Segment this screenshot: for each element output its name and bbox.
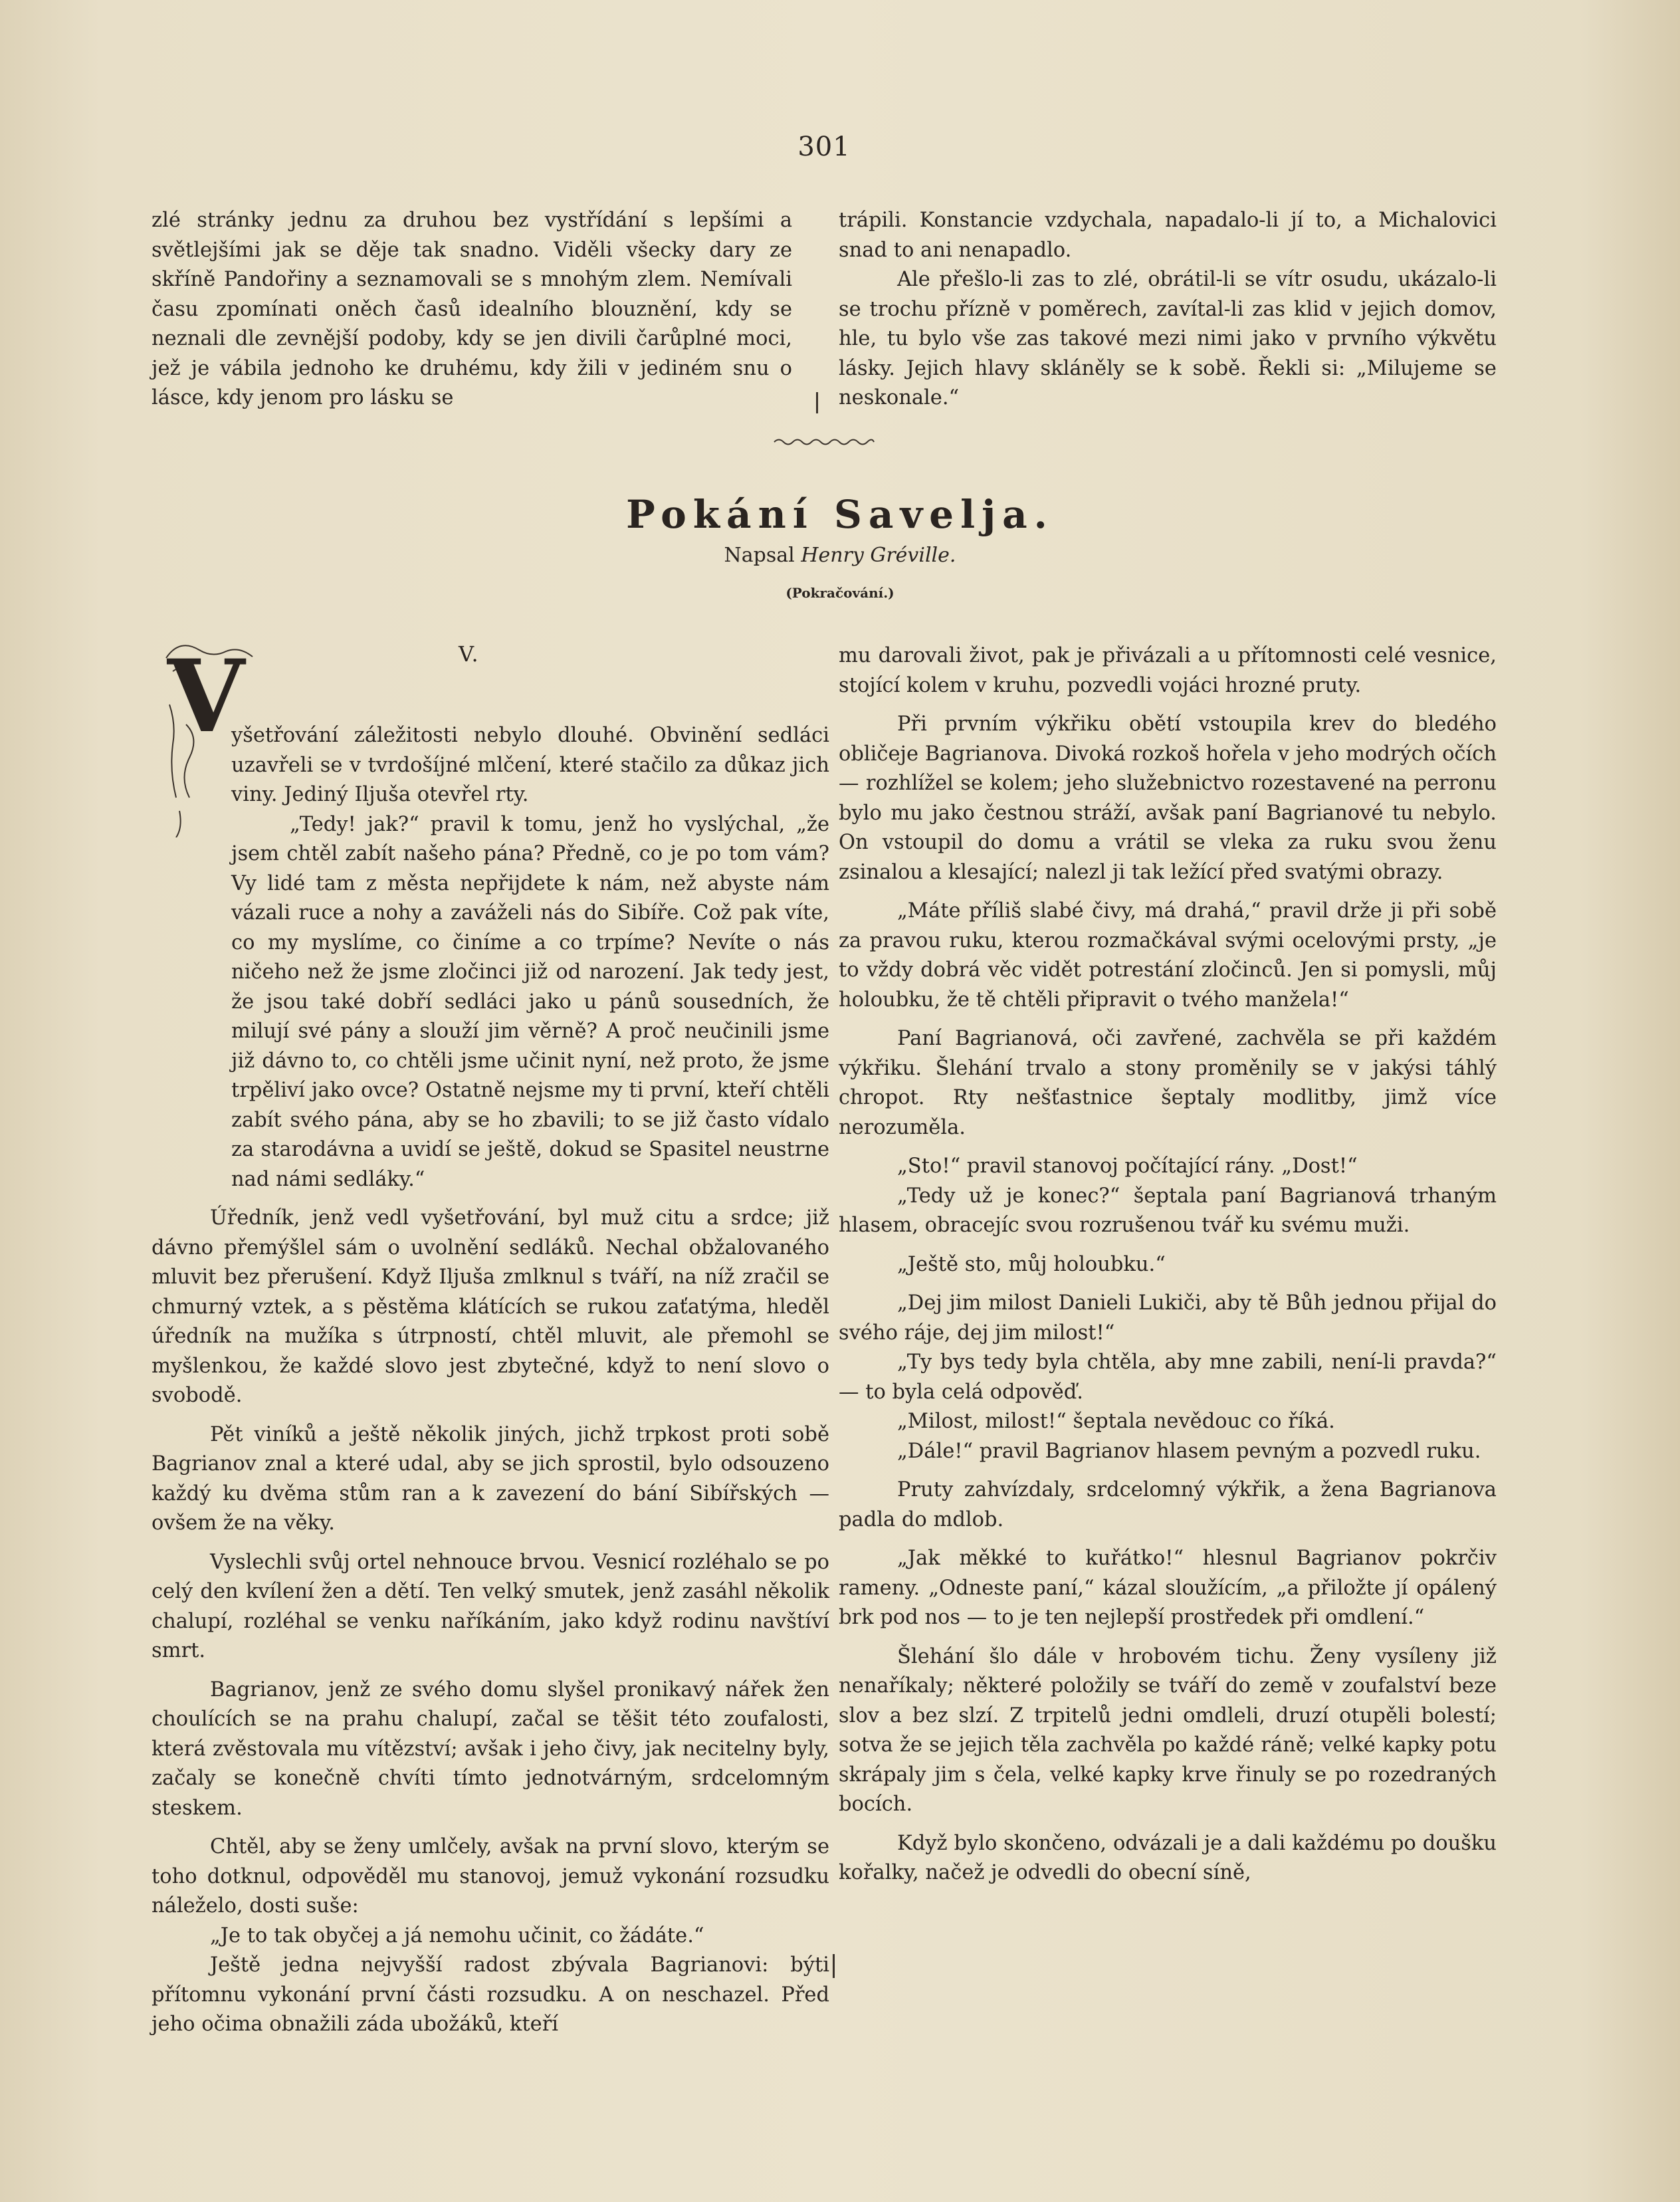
paragraph: „Je to tak obyčej a já nemohu učinit, co žádáte.“ (210, 1924, 704, 1947)
bottom-left-column (152, 721, 829, 2040)
chapter-number: V. (459, 641, 480, 667)
paragraph: Když bylo skončeno, odvázali je a dali každému po doušku kořalky, načež je odvedli do obecní síně, (839, 1831, 1497, 1884)
paragraph: „Máte příliš slabé čivy, má drahá,“ pravil drže ji při sobě za pravou ruku, kterou rozmačkával svými ocelovými prsty, „je to vždy dobrá věc vidět potrestání zločinců. Jen si pomysli, můj holoubku, že tě chtěli připravit o tvého manžela!“ (839, 899, 1497, 1012)
paragraph: Úředník, jenž vedl vyšetřování, byl muž citu a srdce; již dávno přemýšlel sám o uvolnění sedláků. Nechal obžalovaného mluvit bez přerušení. Když Iljuša zmlknul s tváří, na níž zračil se chmurný vztek, a s pěstěma klátících se rukou zaťatýma, hleděl úředník na mužíka s útrpností, chtěl mluvit, ale přemohl se myšlenkou, že každé slovo jest zbytečné, když to není slovo o svobodě. (152, 1206, 829, 1407)
top-left-column (152, 206, 792, 413)
paragraph: Vyslechli svůj ortel nehnouce brvou. Vesnicí rozléhalo se po celý den kvílení žen a dětí. Ten velký smutek, jenž zasáhl několik chalupí, rozléhal se venku naříkáním, jako když rodinu navštíví smrt. (152, 1550, 829, 1662)
dropcap-letter: V (167, 638, 245, 755)
paragraph: „Dále!“ pravil Bagrianov hlasem pevným a pozvedl ruku. (897, 1439, 1481, 1463)
paragraph: Chtěl, aby se ženy umlčely, avšak na první slovo, kterým se toho dotknul, odpověděl mu stanovoj, jemuž vykonání rozsudku náleželo, dosti suše: (152, 1835, 829, 1918)
paragraph: Pět viníků a ještě několik jiných, jichž trpkost proti sobě Bagrianov znal a které udal, aby se jich sprostil, bylo odsouzeno každý ku dvěma stům ran a k zavezení do bání Sibířských — ovšem že na věky. (152, 1422, 829, 1535)
paragraph: „Jak měkké to kuřátko!“ hlesnul Bagrianov pokrčiv rameny. „Odneste paní,“ kázal sloužícím, „a přiložte jí opálený brk pod nos — to je ten nejlepší prostředek při omdlení.“ (839, 1547, 1497, 1629)
paragraph: „Tedy už je konec?“ šeptala paní Bagrianová trhaným hlasem, obracejíc svou rozrušenou tvář ku svému muži. (839, 1184, 1497, 1237)
column-rule-top (816, 392, 818, 413)
paragraph: Ještě jedna nejvyšší radost zbývala Bagrianovi: býti přítomnu vykonání první části rozsudku. A on neschazel. Před jeho očima obnažili záda ubožáků, kteří (152, 1953, 829, 2036)
paragraph: „Dej jim milost Danieli Lukiči, aby tě Bůh jednou přijal do svého ráje, dej jim milost!“ (839, 1291, 1497, 1345)
column-rule-bottom (833, 1954, 835, 1978)
continuation-note: (Pokračování.) (786, 585, 894, 601)
page-number: 301 (797, 132, 851, 162)
paragraph: Při prvním výkřiku obětí vstoupila krev do bledého obličeje Bagrianova. Divoká rozkoš hořela v jeho modrých očích — rozhlížel se kolem; jeho služebnictvo rozestavené na perronu bylo mu jako čestnou stráží, avšak paní Bagrianové tu nebylo. On vstoupil do domu a vrátil se vleka za ruku svou ženu zsinalou a klesající; nalezl ji tak ležící před svatými obrazy. (839, 713, 1497, 884)
paragraph: Pruty zahvízdaly, srdcelomný výkřik, a žena Bagrianova padla do mdlob. (839, 1478, 1497, 1531)
paragraph: „Tedy! jak?“ pravil k tomu, jenž ho vyslýchal, „že jsem chtěl zabít našeho pána? Předně, co je po tom vám? Vy lidé tam z města nepřijdete k nám, než abyste nám vázali ruce a nohy a zaváželi nás do Sibíře. Což pak víte, co my myslíme, co činíme a co trpíme? Nevíte o nás ničeho než že jsme zločinci již od narození. Jak tedy jest, že jsou také dobří sedláci jako u pánů sousedních, že milují své pány a slouží jim věrně? A proč neučinili jsme již dávno to, co chtěli jsme učinit nyní, než proto, že jsme trpěliví jako ovce? Ostatně nejsme my ti první, kteří chtěli zabít svého pána, aby se ho zbavili; to se již často vídalo za starodávna a uvidí se ještě, dokud se Spasitel neustrne nad námi sedláky.“ (231, 812, 829, 1191)
divider-ornament (771, 435, 877, 446)
top-right-column (839, 206, 1497, 413)
article-title: Pokání Savelja. (626, 492, 1054, 537)
paragraph: „Ještě sto, můj holoubku.“ (897, 1252, 1166, 1276)
byline (0, 544, 1680, 567)
paragraph: „Milost, milost!“ šeptala nevědouc co říká. (897, 1410, 1335, 1433)
paragraph: „Ty bys tedy byla chtěla, aby mne zabili, není-li pravda?“ — to byla celá odpověď. (839, 1351, 1497, 1404)
paragraph: „Sto!“ pravil stanovoj počítající rány. „Dost!“ (897, 1155, 1358, 1178)
paragraph: zlé stránky jednu za druhou bez vystřídání s lepšími a světlejšími jak se děje tak snadno. Viděli všecky dary ze skříně Pandořiny a seznamovali se s mnohým zlem. Nemívali času zpomínati oněch časů idealního blouznění, kdy se neznali dle zevnější podoby, kdy se jen divili čarůplné moci, jež je vábila jednoho ke druhému, kdy žili v jediném snu o lásce, kdy jenom pro lásku se (152, 209, 792, 409)
byline-prefix: Napsal (724, 544, 795, 567)
author-name: Henry Gréville. (801, 544, 956, 567)
paragraph: Šlehání šlo dále v hrobovém tichu. Ženy vysíleny již nenaříkaly; některé položily se tváří do země v zoufalství beze slov a bez slzí. Z trpitelů jedni omdleli, druzí otupěli bolestí; sotva že se jejich těla zachvěla po každé ráně; velké kapky potu skrápaly jim s čela, velké kapky krve řinuly se po rozedraných bocích. (839, 1644, 1497, 1816)
paragraph: mu darovali život, pak je přivázali a u přítomnosti celé vesnice, stojící kolem v kruhu, pozvedli vojáci hrozné pruty. (839, 644, 1497, 697)
paragraph: Ale přešlo-li zas to zlé, obrátil-li se vítr osudu, ukázalo-li se trochu přízně v poměrech, zavítal-li zas klid v jejich domov, hle, tu bylo vše zas takové mezi nimi jako v prvního výkvětu lásky. Jejich hlavy skláněly se k sobě. Řekli si: „Milujeme se neskonale.“ (839, 268, 1497, 409)
paragraph: Paní Bagrianová, oči zavřené, zachvěla se při každém výkřiku. Šlehání trvalo a stony proměnily se v jakýsi táhlý chropot. Rty nešťastnice šeptaly modlitby, jimž více nerozuměla. (839, 1027, 1497, 1139)
paragraph: Bagrianov, jenž ze svého domu slyšel pronikavý nářek žen choulících se na prahu chalupí, začal se těšit této zoufalosti, která zvěstovala mu vítězství; avšak i jeho čivy, jak necitelny byly, začaly se konečně chvíti tímto jednotvárným, srdcelomným steskem. (152, 1678, 829, 1820)
paragraph: yšetřování záležitosti nebylo dlouhé. Obvinění sedláci uzavřeli se v tvrdošíjné mlčení, které stačilo za důkaz jich viny. Jediný Iljuša otevřel rty. (231, 724, 829, 806)
bottom-right-column (839, 641, 1497, 1888)
paragraph: trápili. Konstancie vzdychala, napadalo-li jí to, a Michalovici snad to ani nenapadlo. (839, 209, 1497, 262)
